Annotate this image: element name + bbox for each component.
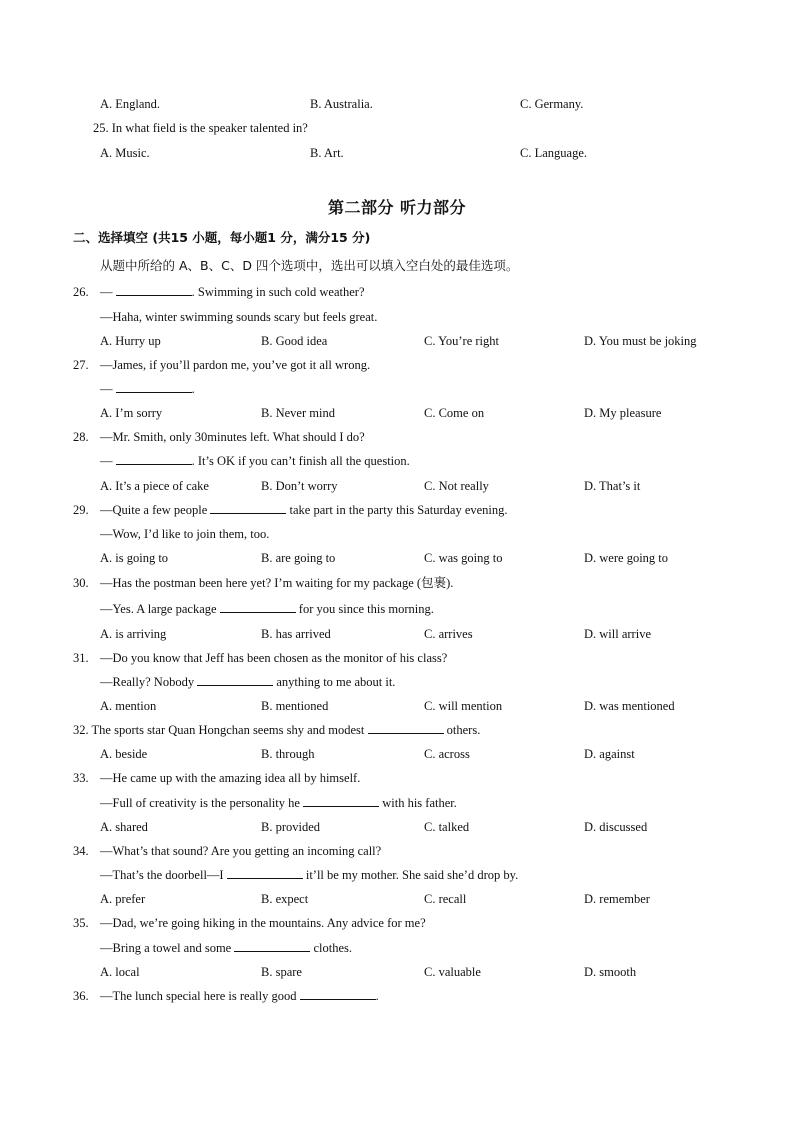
q30-number: 30. [73, 576, 89, 590]
q31-option-b: B. mentioned [261, 699, 329, 713]
answer-blank[interactable] [210, 502, 286, 514]
q33-option-d: D. discussed [584, 820, 648, 834]
q27-line1: —James, if you’ll pardon me, you’ve got it all wrong. [100, 358, 371, 372]
section-header: 二、选择填空 (共15 小题，每小题1 分，满分15 分) [73, 230, 371, 245]
q26-line1: — . Swimming in such cold weather? [100, 285, 365, 299]
q34-number: 34. [73, 844, 89, 858]
q33-line2: —Full of creativity is the personality he with his father. [100, 796, 457, 810]
q28-number: 28. [73, 430, 89, 444]
q26-option-c: C. You’re right [424, 334, 500, 348]
q31-number: 31. [73, 651, 89, 665]
answer-blank[interactable] [220, 601, 296, 613]
q31-option-a: A. mention [100, 699, 157, 713]
q33-number: 33. [73, 771, 89, 785]
answer-blank[interactable] [116, 453, 192, 465]
q30-option-c: C. arrives [424, 627, 473, 641]
section-instruction: 从题中所给的 A、B、C、D 四个选项中，选出可以填入空白处的最佳选项。 [100, 258, 519, 273]
q33-line1: —He came up with the amazing idea all by himself. [100, 771, 361, 785]
q27-option-a: A. I’m sorry [100, 406, 163, 420]
q24-option-b: B. Australia. [310, 97, 373, 111]
q29-option-d: D. were going to [584, 551, 669, 565]
q24-option-a: A. England. [100, 97, 161, 111]
q28-line1: —Mr. Smith, only 30minutes left. What should I do? [100, 430, 365, 444]
answer-blank[interactable] [300, 988, 376, 1000]
q34-option-d: D. remember [584, 892, 650, 906]
q28-option-b: B. Don’t worry [261, 479, 338, 493]
q27-option-d: D. My pleasure [584, 406, 662, 420]
q30-line2: —Yes. A large package for you since this morning. [100, 602, 434, 616]
q30-option-d: D. will arrive [584, 627, 651, 641]
q28-option-d: D. That’s it [584, 479, 641, 493]
q34-line1: —What’s that sound? Are you getting an incoming call? [100, 844, 382, 858]
q26-number: 26. [73, 285, 89, 299]
q31-line2: —Really? Nobody anything to me about it. [100, 675, 396, 689]
q25-option-c: C. Language. [520, 146, 587, 160]
q34-option-b: B. expect [261, 892, 309, 906]
answer-blank[interactable] [368, 722, 444, 734]
q33-option-a: A. shared [100, 820, 148, 834]
q31-option-c: C. will mention [424, 699, 503, 713]
q28-option-c: C. Not really [424, 479, 489, 493]
q26-option-b: B. Good idea [261, 334, 328, 348]
q34-line2: —That’s the doorbell—I it’ll be my mother. She said she’d drop by. [100, 868, 519, 882]
q25-question: 25. In what field is the speaker talented in? [93, 121, 308, 135]
answer-blank[interactable] [303, 795, 379, 807]
answer-blank[interactable] [227, 867, 303, 879]
q29-option-c: C. was going to [424, 551, 503, 565]
q29-line1: —Quite a few people take part in the party this Saturday evening. [100, 503, 508, 517]
q32-option-c: C. across [424, 747, 470, 761]
q35-option-b: B. spare [261, 965, 302, 979]
q29-number: 29. [73, 503, 89, 517]
q29-line2: —Wow, I’d like to join them, too. [100, 527, 270, 541]
q28-line2: — . It’s OK if you can’t finish all the question. [100, 454, 410, 468]
q32-option-a: A. beside [100, 747, 148, 761]
q25-option-b: B. Art. [310, 146, 344, 160]
q30-option-a: A. is arriving [100, 627, 167, 641]
q35-number: 35. [73, 916, 89, 930]
answer-blank[interactable] [116, 284, 192, 296]
q31-option-d: D. was mentioned [584, 699, 675, 713]
q32-option-b: B. through [261, 747, 315, 761]
q26-option-d: D. You must be joking [584, 334, 697, 348]
q33-option-c: C. talked [424, 820, 470, 834]
q26-option-a: A. Hurry up [100, 334, 161, 348]
q27-number: 27. [73, 358, 89, 372]
q35-line2: —Bring a towel and some clothes. [100, 941, 353, 955]
q25-option-a: A. Music. [100, 146, 150, 160]
q29-option-a: A. is going to [100, 551, 169, 565]
q33-option-b: B. provided [261, 820, 321, 834]
part-title: 第二部分 听力部分 [327, 198, 467, 217]
q28-option-a: A. It’s a piece of cake [100, 479, 209, 493]
q35-option-a: A. local [100, 965, 140, 979]
q30-line1: —Has the postman been here yet? I’m waiting for my package (包裹). [100, 576, 454, 590]
answer-blank[interactable] [116, 381, 192, 393]
q27-option-c: C. Come on [424, 406, 485, 420]
q29-option-b: B. are going to [261, 551, 336, 565]
q36-line1: —The lunch special here is really good . [100, 989, 379, 1003]
q35-option-c: C. valuable [424, 965, 481, 979]
q35-line1: —Dad, we’re going hiking in the mountains. Any advice for me? [100, 916, 426, 930]
answer-blank[interactable] [197, 674, 273, 686]
q24-option-c: C. Germany. [520, 97, 584, 111]
q32-option-d: D. against [584, 747, 635, 761]
q34-option-a: A. prefer [100, 892, 146, 906]
q26-line2: —Haha, winter swimming sounds scary but feels great. [100, 310, 378, 324]
q31-line1: —Do you know that Jeff has been chosen as the monitor of his class? [100, 651, 448, 665]
answer-blank[interactable] [234, 940, 310, 952]
q35-option-d: D. smooth [584, 965, 637, 979]
q27-line2: — . [100, 382, 195, 396]
q36-number: 36. [73, 989, 89, 1003]
q30-option-b: B. has arrived [261, 627, 331, 641]
q34-option-c: C. recall [424, 892, 467, 906]
q27-option-b: B. Never mind [261, 406, 335, 420]
q32-question: 32. The sports star Quan Hongchan seems shy and modest others. [73, 723, 481, 737]
